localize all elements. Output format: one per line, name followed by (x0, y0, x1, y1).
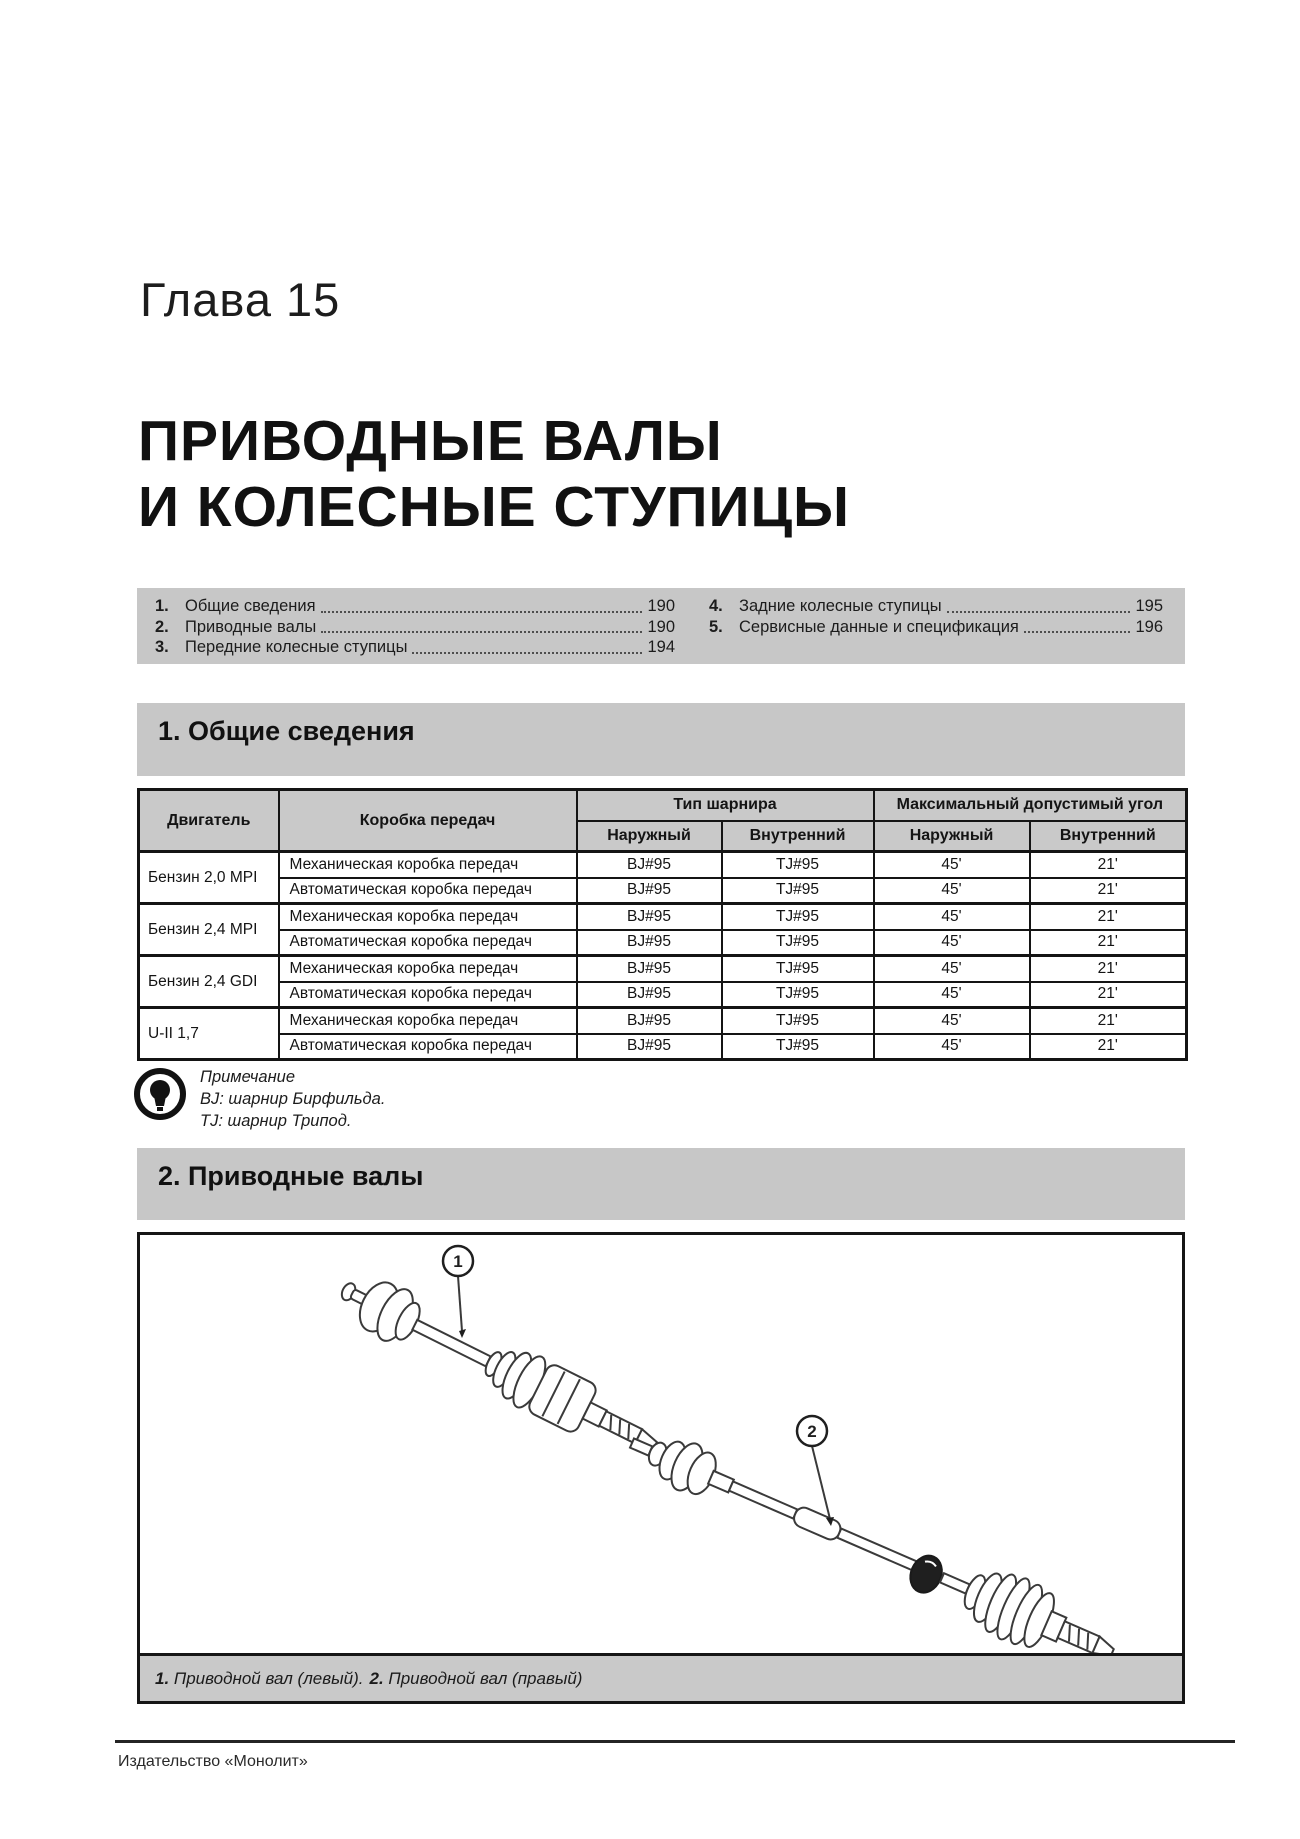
outer-angle-cell: 45' (874, 982, 1030, 1008)
figure-callout-1 (443, 1246, 473, 1338)
toc-item-label: Общие сведения (185, 597, 316, 615)
outer-joint-cell: BJ#95 (577, 1034, 722, 1060)
table-row (139, 852, 1187, 878)
drive-shaft-spec-table (137, 788, 1188, 1061)
toc-dotted-leader (1024, 631, 1131, 633)
toc-item-2 (155, 617, 675, 638)
col-header-gearbox: Коробка передач (279, 790, 577, 852)
page-title-line2: И КОЛЕСНЫЕ СТУПИЦЫ (138, 475, 850, 539)
toc-item-1 (155, 596, 675, 617)
inner-angle-cell: 21' (1030, 930, 1187, 956)
toc-right-column (709, 596, 1163, 656)
outer-joint-cell: BJ#95 (577, 982, 722, 1008)
gearbox-cell: Автоматическая коробка передач (279, 878, 577, 904)
gearbox-cell: Механическая коробка передач (279, 904, 577, 930)
gearbox-cell: Автоматическая коробка передач (279, 1034, 577, 1060)
gearbox-cell: Механическая коробка передач (279, 956, 577, 982)
figure-caption (140, 1653, 1182, 1701)
gearbox-cell: Автоматическая коробка передач (279, 982, 577, 1008)
inner-angle-cell: 21' (1030, 904, 1187, 930)
gearbox-cell: Механическая коробка передач (279, 1008, 577, 1034)
page-title-line1: ПРИВОДНЫЕ ВАЛЫ (138, 409, 723, 473)
toc-item-number: 5. (709, 617, 723, 636)
table-of-contents (137, 588, 1185, 664)
toc-dotted-leader (321, 631, 642, 633)
note-title: Примечание (200, 1068, 296, 1086)
col-header-max-angle: Максимальный допустимый угол (874, 790, 1187, 821)
toc-item-label: Передние колесные ступицы (185, 638, 408, 656)
chapter-heading: Глава 15 (140, 273, 341, 326)
figure-label-2: 2 (807, 1422, 817, 1441)
toc-item-5 (709, 617, 1163, 638)
inner-angle-cell: 21' (1030, 1008, 1187, 1034)
outer-angle-cell: 45' (874, 878, 1030, 904)
inner-angle-cell: 21' (1030, 956, 1187, 982)
note-lightbulb-icon (132, 1066, 188, 1127)
col-header-inner-angle: Внутренний (1030, 821, 1187, 852)
table-row (139, 982, 1187, 1008)
drive-shaft-figure (137, 1232, 1185, 1704)
note-block (200, 1066, 385, 1132)
publisher-footer: Издательство «Монолит» (118, 1753, 308, 1770)
figure-label-1: 1 (453, 1252, 463, 1271)
inner-joint-cell: TJ#95 (722, 930, 874, 956)
toc-item-page: 194 (647, 638, 675, 656)
outer-angle-cell: 45' (874, 1034, 1030, 1060)
gearbox-cell: Автоматическая коробка передач (279, 930, 577, 956)
right-drive-shaft (619, 1413, 1126, 1653)
toc-item-label: Сервисные данные и спецификация (739, 617, 1019, 636)
left-drive-shaft (331, 1264, 668, 1470)
inner-joint-cell: TJ#95 (722, 1034, 874, 1060)
note-line: TJ: шарнир Трипод. (200, 1112, 352, 1130)
toc-dotted-leader (412, 652, 642, 654)
engine-cell: U-II 1,7 (139, 1008, 279, 1060)
figure-caption-num1: 1. (155, 1669, 170, 1688)
engine-cell: Бензин 2,4 GDI (139, 956, 279, 1008)
outer-angle-cell: 45' (874, 930, 1030, 956)
outer-joint-cell: BJ#95 (577, 1008, 722, 1034)
toc-dotted-leader (947, 611, 1131, 613)
inner-angle-cell: 21' (1030, 1034, 1187, 1060)
note-line: BJ: шарнир Бирфильда. (200, 1090, 386, 1108)
table-row (139, 1034, 1187, 1060)
outer-angle-cell: 45' (874, 904, 1030, 930)
inner-angle-cell: 21' (1030, 852, 1187, 878)
page-title (138, 408, 850, 540)
col-header-inner-joint: Внутренний (722, 821, 874, 852)
inner-joint-cell: TJ#95 (722, 904, 874, 930)
toc-dotted-leader (321, 611, 643, 613)
toc-left-column (155, 596, 675, 656)
outer-joint-cell: BJ#95 (577, 878, 722, 904)
toc-item-number: 1. (155, 597, 169, 615)
toc-item-page: 196 (1135, 617, 1163, 636)
outer-joint-cell: BJ#95 (577, 852, 722, 878)
inner-joint-cell: TJ#95 (722, 878, 874, 904)
inner-joint-cell: TJ#95 (722, 956, 874, 982)
toc-item-number: 2. (155, 617, 169, 636)
table-row (139, 1008, 1187, 1034)
outer-angle-cell: 45' (874, 852, 1030, 878)
outer-joint-cell: BJ#95 (577, 904, 722, 930)
figure-caption-text2: Приводной вал (правый) (383, 1669, 583, 1688)
inner-angle-cell: 21' (1030, 982, 1187, 1008)
col-header-outer-joint: Наружный (577, 821, 722, 852)
toc-item-3 (155, 637, 675, 658)
toc-item-4 (709, 596, 1163, 617)
toc-item-page: 190 (647, 617, 675, 636)
outer-joint-cell: BJ#95 (577, 930, 722, 956)
section-header-general-info: 1. Общие сведения (137, 703, 1185, 776)
inner-angle-cell: 21' (1030, 878, 1187, 904)
section-header-drive-shafts: 2. Приводные валы (137, 1148, 1185, 1220)
outer-angle-cell: 45' (874, 1008, 1030, 1034)
table-row (139, 878, 1187, 904)
inner-joint-cell: TJ#95 (722, 982, 874, 1008)
toc-item-label: Задние колесные ступицы (739, 597, 942, 615)
footer-divider (115, 1740, 1235, 1743)
toc-item-page: 190 (647, 597, 675, 615)
toc-item-number: 4. (709, 597, 723, 615)
figure-caption-num2: 2. (369, 1669, 384, 1688)
toc-item-page: 195 (1135, 597, 1163, 615)
toc-item-label: Приводные валы (185, 617, 317, 636)
figure-caption-text1: Приводной вал (левый). (169, 1669, 364, 1688)
outer-angle-cell: 45' (874, 956, 1030, 982)
col-header-joint-type: Тип шарнира (577, 790, 874, 821)
toc-item-number: 3. (155, 638, 169, 656)
col-header-outer-angle: Наружный (874, 821, 1030, 852)
engine-cell: Бензин 2,0 MPI (139, 852, 279, 904)
inner-joint-cell: TJ#95 (722, 852, 874, 878)
spec-table-wrap (137, 788, 1185, 1061)
engine-cell: Бензин 2,4 MPI (139, 904, 279, 956)
drive-shaft-diagram (140, 1235, 1182, 1653)
col-header-engine: Двигатель (139, 790, 279, 852)
inner-joint-cell: TJ#95 (722, 1008, 874, 1034)
table-row (139, 904, 1187, 930)
outer-joint-cell: BJ#95 (577, 956, 722, 982)
table-row (139, 956, 1187, 982)
table-row (139, 930, 1187, 956)
gearbox-cell: Механическая коробка передач (279, 852, 577, 878)
